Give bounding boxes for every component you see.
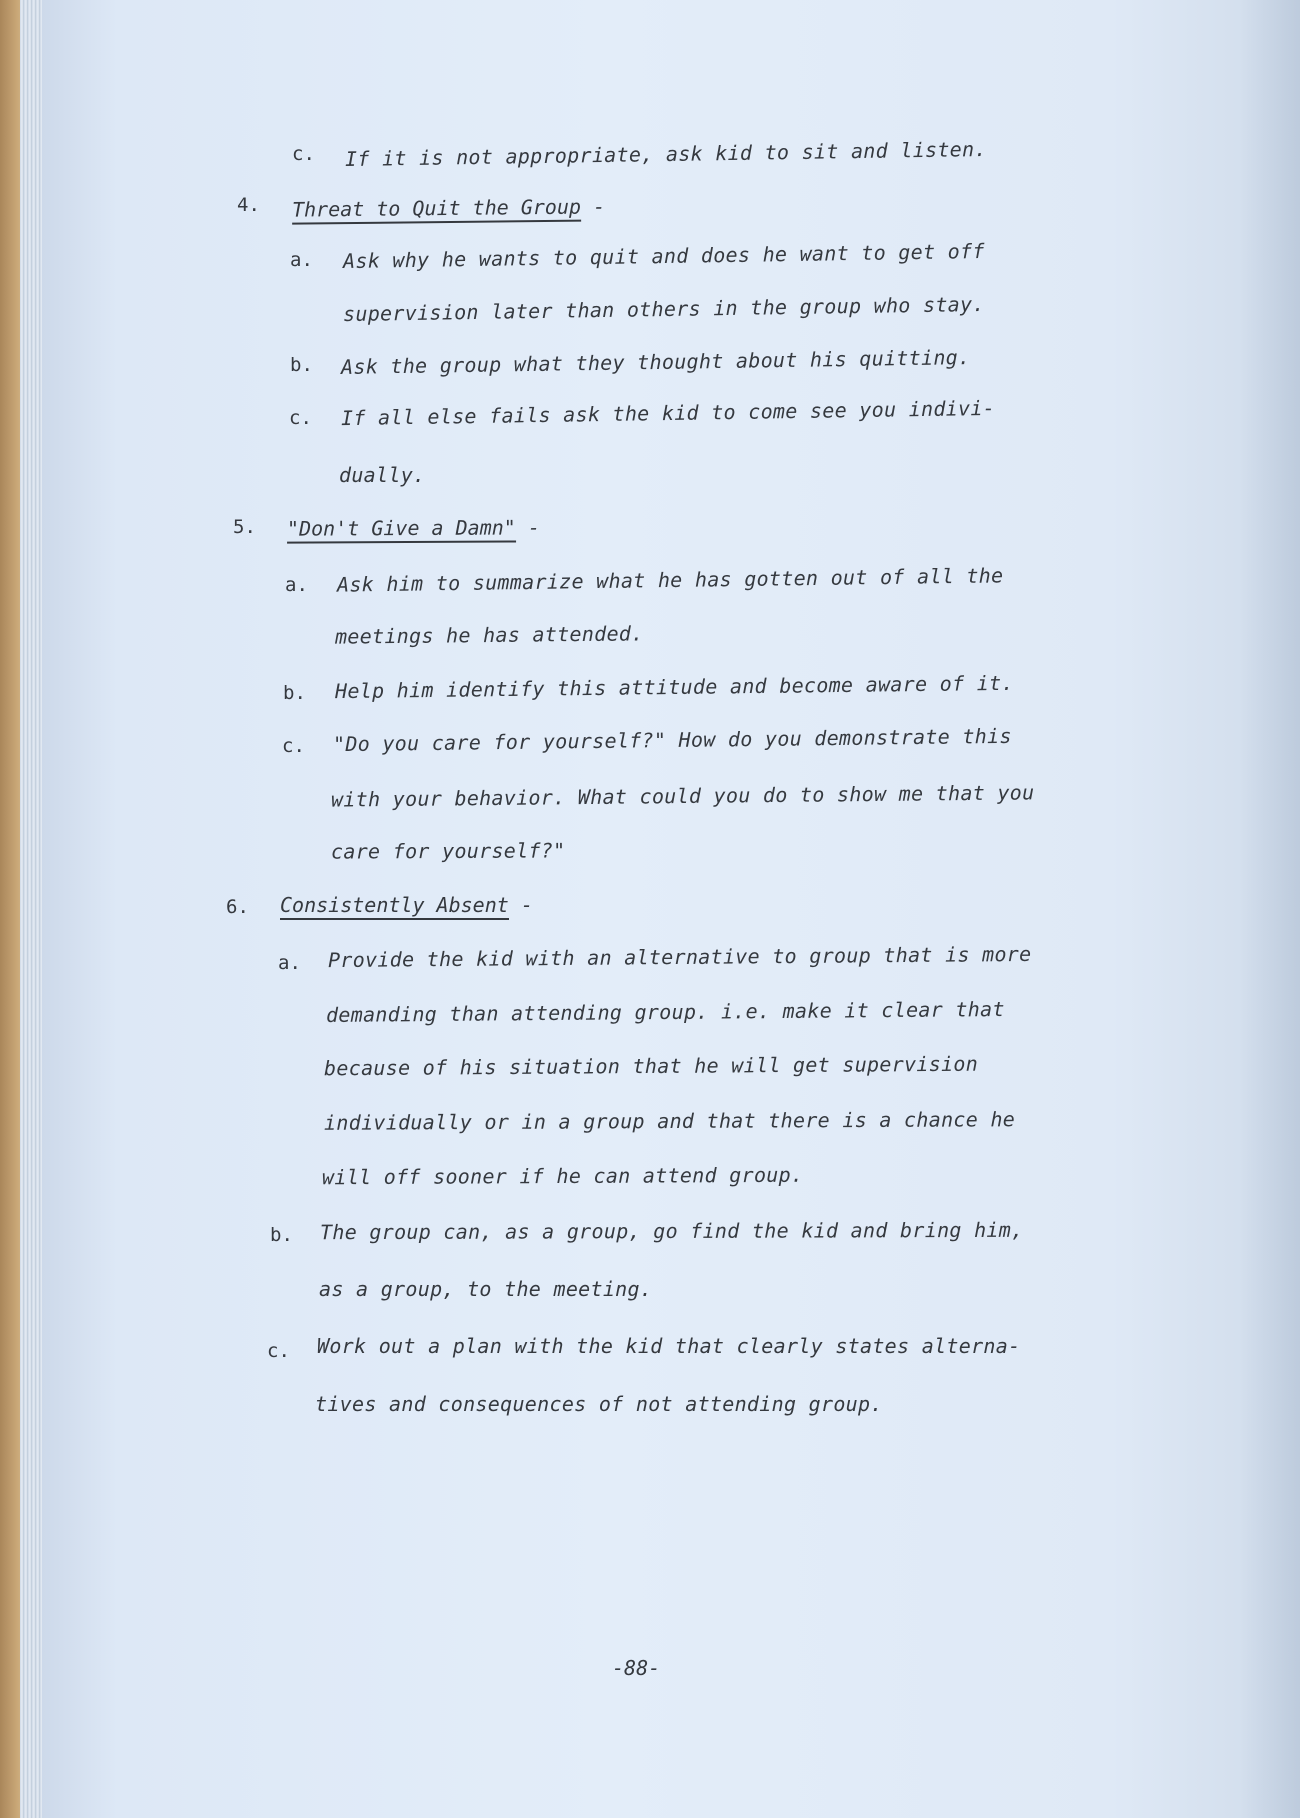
document-page [42,0,1300,1818]
item-text-line: demanding than attending group. i.e. make it clear that [325,997,1005,1027]
item-text-line: individually or in a group and that there is a chance he [323,1107,1016,1135]
item-text-line: Help him identify this attitude and become aware of it. [334,670,1014,704]
item-marker: a. [285,574,308,596]
item-text-line: Work out a plan with the kid that clearly states alterna- [317,1334,1021,1358]
item-text-line: care for yourself?" [330,838,566,864]
section-heading-text: Threat to Quit the Group [292,195,581,225]
item-marker: b. [283,682,306,704]
item-text-line: Ask the group what they thought about his quitting. [340,345,971,379]
section-heading-text: Consistently Absent [280,893,509,920]
item-text-line: with your behavior. What could you do to show me that you [330,780,1035,812]
item-text-line: supervision later than others in the group who stay. [342,291,985,327]
section-heading [287,514,540,541]
item-text-line: tives and consequences of not attending group. [315,1392,883,1416]
section-heading-dash: - [580,194,606,219]
section-heading-text: "Don't Give a Damn" [287,515,516,543]
item-marker: a. [278,952,301,974]
item-text-line: If it is not appropriate, ask kid to sit and listen. [344,136,987,172]
section-heading [292,193,605,222]
item-text-line: meetings he has attended. [334,621,644,649]
item-marker: c. [289,407,312,429]
item-text-line: "Do you care for yourself?" How do you demonstrate this [332,723,1012,757]
item-text-line: Ask why he wants to quit and does he want to get off [342,238,985,274]
section-heading-dash: - [508,893,533,917]
item-text-line: If all else fails ask the kid to come see you indivi- [340,395,996,431]
item-marker: c. [282,735,305,757]
item-text-line: Provide the kid with an alternative to group that is more [327,941,1032,973]
section-heading [280,892,533,918]
item-text-line: will off sooner if he can attend group. [321,1162,804,1190]
item-text-line: as a group, to the meeting. [319,1277,653,1301]
section-number: 5. [233,516,256,538]
item-marker: b. [290,354,313,376]
page-number: -88- [612,1656,661,1680]
item-text-line: dually. [339,463,426,487]
section-number: 6. [226,896,249,918]
item-marker: c. [267,1340,290,1362]
section-heading-dash: - [515,515,540,540]
item-text-line: Ask him to summarize what he has gotten out of all the [336,563,1004,597]
item-text-line: because of his situation that he will get supervision [323,1051,979,1081]
item-marker: a. [290,249,313,271]
item-marker: b. [270,1224,293,1246]
section-number: 4. [237,194,260,216]
item-marker: c. [292,143,315,165]
item-text-line: The group can, as a group, go find the kid and bring him, [319,1217,1024,1245]
